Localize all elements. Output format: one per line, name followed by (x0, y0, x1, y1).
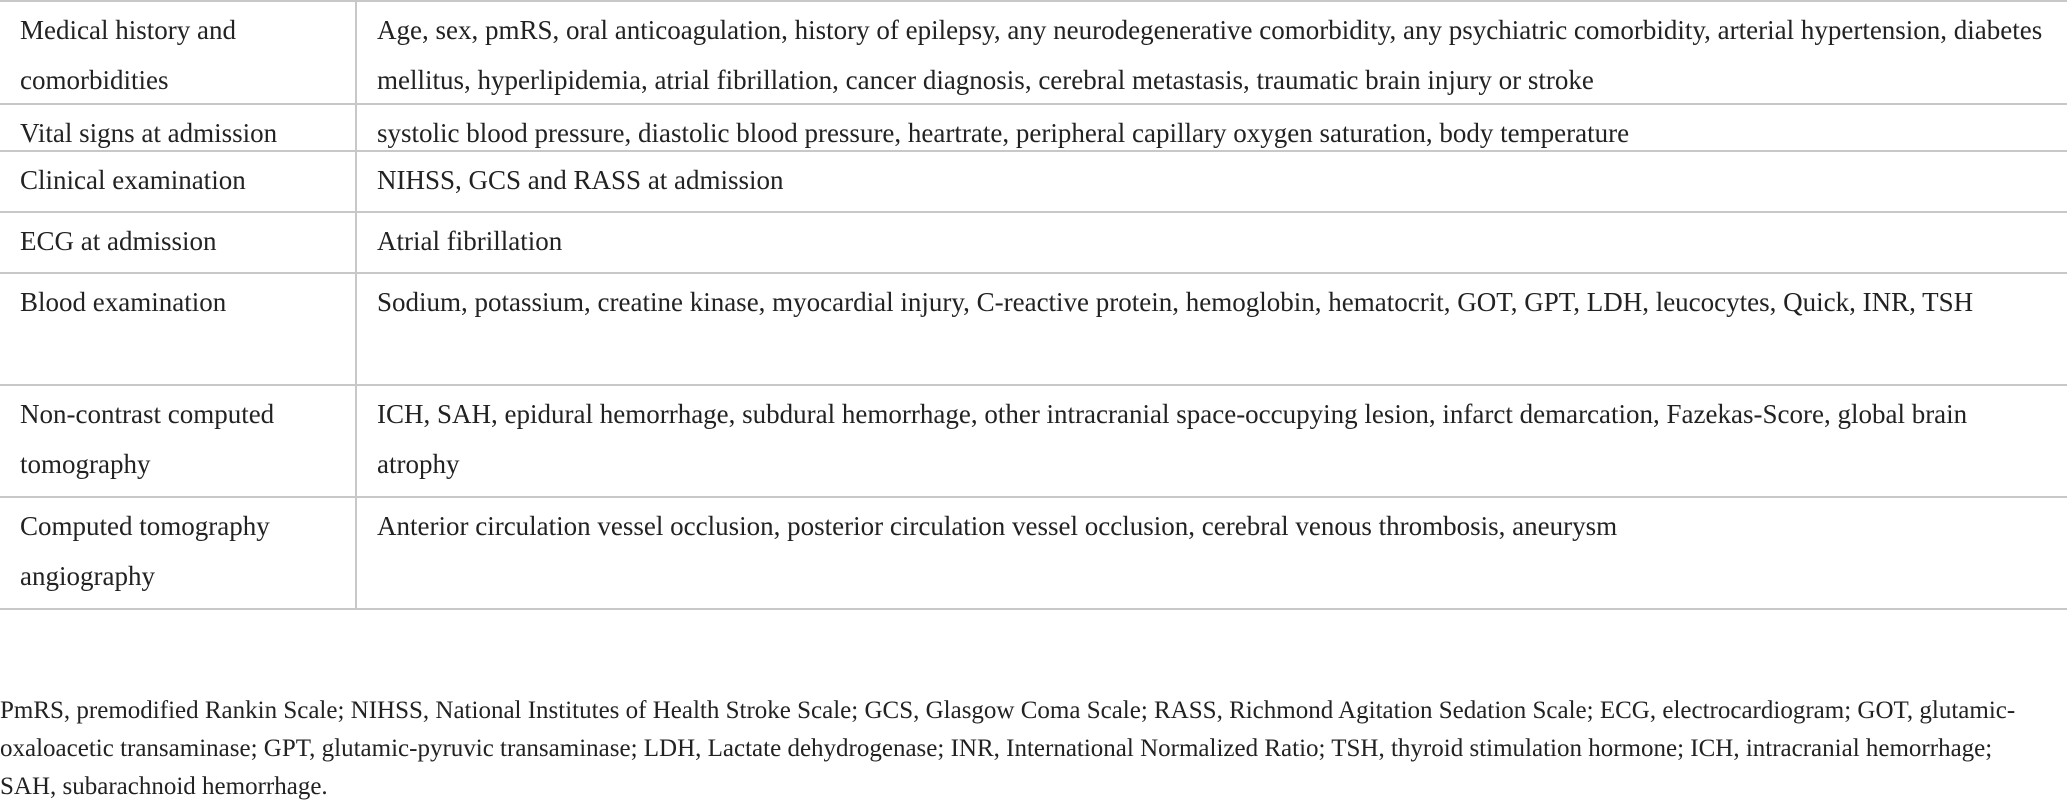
row-value (357, 105, 2067, 150)
row-value-text: ICH, SAH, epidural hemorrhage, subdural hemorrhage, other intracranial space-occupying lesion, infarct demarcation, Fazekas-Score, global brain atrophy (377, 399, 1968, 479)
row-value (357, 386, 2067, 496)
row-label-text: Medical history and comorbidities (20, 15, 236, 95)
row-label-text: Computed tomography angiography (20, 511, 270, 591)
table-row (0, 386, 2067, 498)
row-label (0, 2, 357, 103)
table-row (0, 152, 2067, 213)
table-row (0, 105, 2067, 152)
row-value (357, 2, 2067, 103)
row-label (0, 213, 357, 272)
row-value-text: Atrial fibrillation (377, 226, 563, 256)
row-label (0, 386, 357, 496)
table-row (0, 274, 2067, 386)
row-label-text: Blood examination (20, 287, 227, 317)
row-label-text: Clinical examination (20, 165, 246, 195)
row-value (357, 213, 2067, 272)
row-label (0, 152, 357, 211)
row-label (0, 274, 357, 384)
table-row (0, 498, 2067, 610)
table-footnote: PmRS, premodified Rankin Scale; NIHSS, National Institutes of Health Stroke Scale; GCS, Glasgow Coma Scale; RASS, Richmond Agitation Sedation Scale; ECG, electrocardiogram; GOT, glutamic-oxaloacetic transaminase; GPT, glutamic-pyruvic transaminase; LDH, Lactate dehydrogenase; INR, International Normalized Ratio; TSH, thyroid stimulation hormone; ICH, intracranial hemorrhage; SAH, subarachnoid hemorrhage. (0, 697, 2016, 800)
row-value-text: NIHSS, GCS and RASS at admission (377, 165, 784, 195)
row-label (0, 498, 357, 608)
table-row (0, 2, 2067, 105)
row-value (357, 274, 2067, 384)
row-value-text: Sodium, potassium, creatine kinase, myocardial injury, C-reactive protein, hemoglobin, hematocrit, GOT, GPT, LDH, leucocytes, Quick, INR, TSH (377, 287, 1974, 317)
row-label-text: Vital signs at admission (20, 118, 278, 148)
row-label-text: Non-contrast computed tomography (20, 399, 275, 479)
row-value-text: systolic blood pressure, diastolic blood pressure, heartrate, peripheral capillary oxygen saturation, body temperature (377, 118, 1630, 148)
row-value (357, 152, 2067, 211)
row-label (0, 105, 357, 150)
row-value-text: Age, sex, pmRS, oral anticoagulation, history of epilepsy, any neurodegenerative comorbidity, any psychiatric comorbidity, arterial hypertension, diabetes mellitus, hyperlipidemia, atrial fibrillation, cancer diagnosis, cerebral metastasis, traumatic brain injury or stroke (377, 15, 2043, 95)
row-value (357, 498, 2067, 608)
row-label-text: ECG at admission (20, 226, 217, 256)
table-row (0, 213, 2067, 274)
row-value-text: Anterior circulation vessel occlusion, posterior circulation vessel occlusion, cerebral venous thrombosis, aneurysm (377, 511, 1618, 541)
